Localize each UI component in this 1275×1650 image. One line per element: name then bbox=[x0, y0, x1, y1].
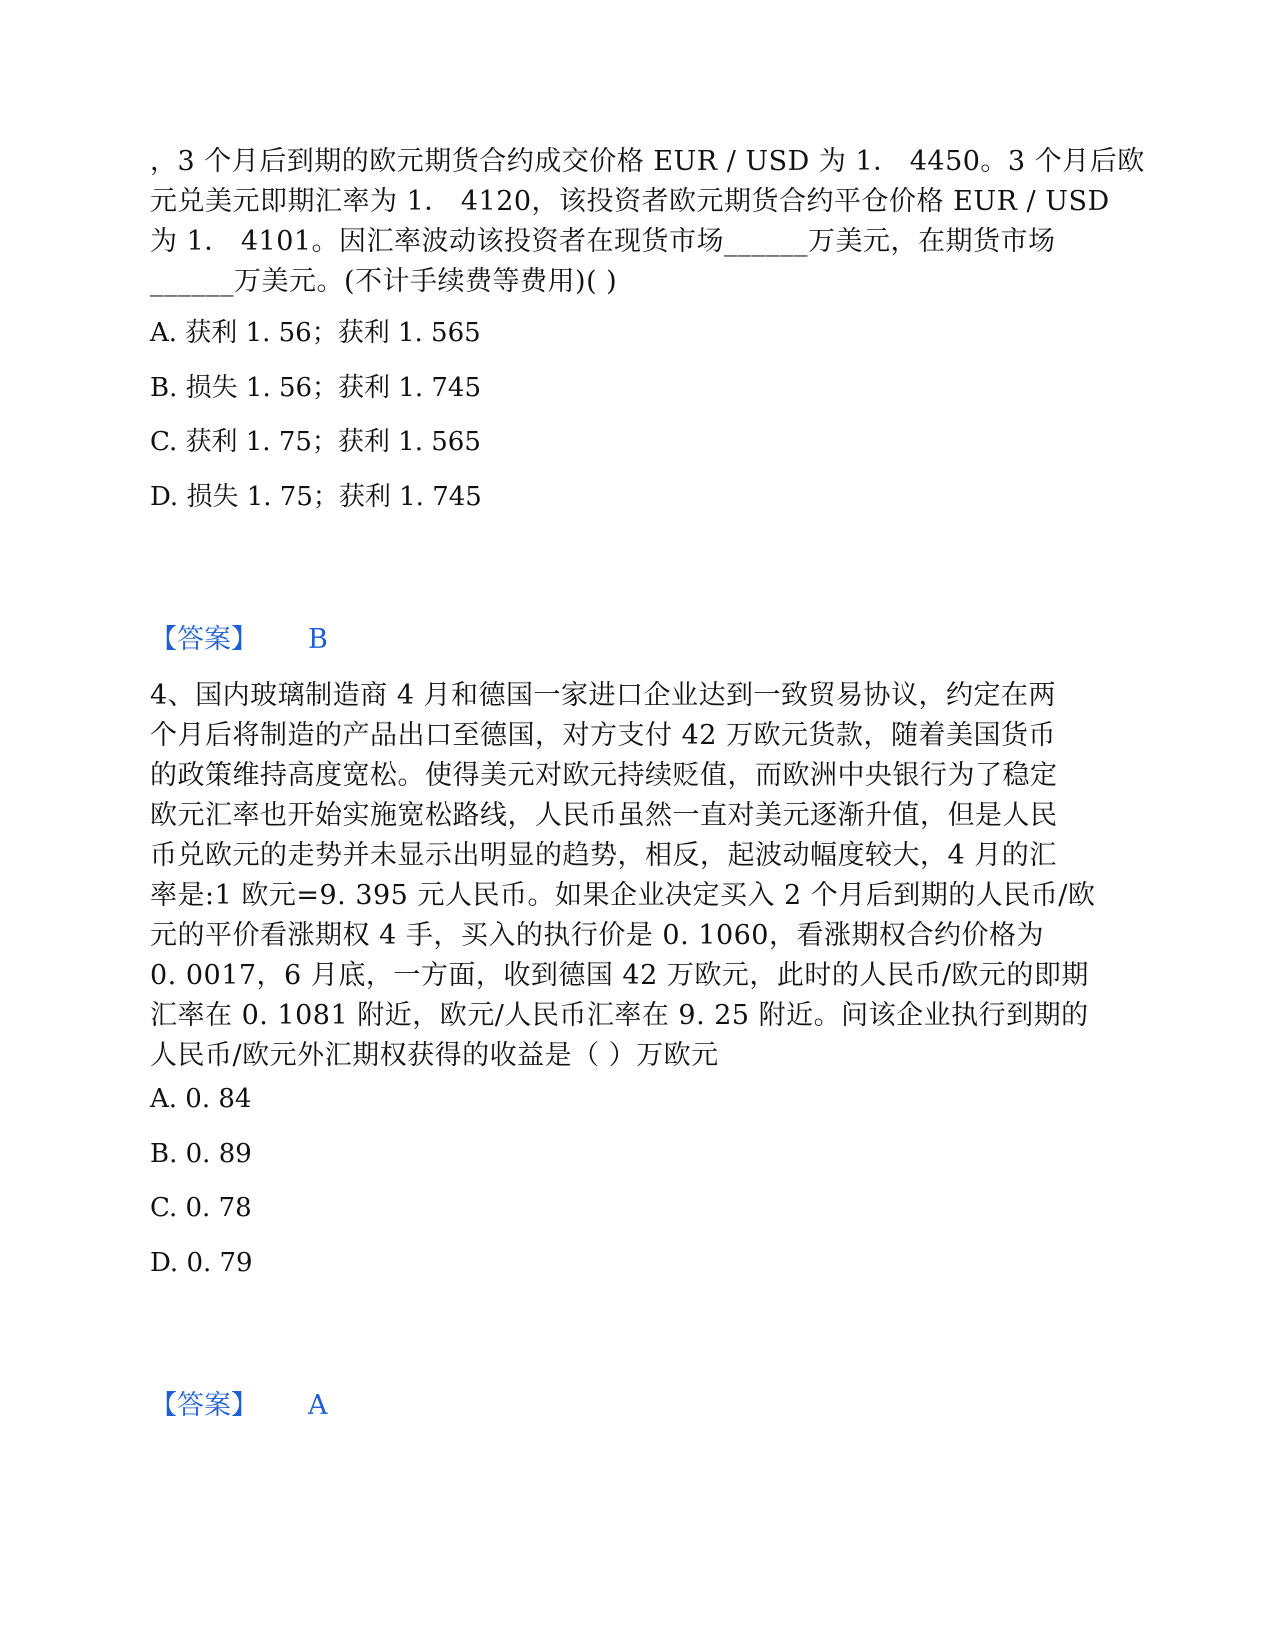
question-4-answer bbox=[150, 1388, 328, 1424]
question-3-line: ，3 个月后到期的欧元期货合约成交价格 EUR / USD 为 1． 4450。3 个月后欧 bbox=[150, 146, 1145, 177]
question-4-line: 元的平价看涨期权 4 手，买入的执行价是 0. 1060，看涨期权合约价格为 bbox=[150, 920, 1044, 951]
answer-tag: 【答案】 bbox=[150, 624, 258, 655]
question-4-option-d: D. 0. 79 bbox=[150, 1248, 253, 1278]
question-3-line: 为 1． 4101。因汇率波动该投资者在现货市场______万美元，在期货市场 bbox=[150, 226, 1056, 257]
question-3-option-b: B. 损失 1. 56；获利 1. 745 bbox=[150, 373, 482, 403]
question-4-line: 率是:1 欧元=9. 395 元人民币。如果企业决定买入 2 个月后到期的人民币/欧 bbox=[150, 880, 1096, 911]
question-3-line: 元兑美元即期汇率为 1． 4120，该投资者欧元期货合约平仓价格 EUR / USD bbox=[150, 186, 1110, 217]
question-4-line: 个月后将制造的产品出口至德国，对方支付 42 万欧元货款，随着美国货币 bbox=[150, 720, 1057, 751]
question-3-option-a: A. 获利 1. 56；获利 1. 565 bbox=[150, 318, 481, 348]
question-4-line: 币兑欧元的走势并未显示出明显的趋势，相反，起波动幅度较大，4 月的汇 bbox=[150, 840, 1057, 871]
answer-tag: 【答案】 bbox=[150, 1390, 258, 1421]
question-4-option-c: C. 0. 78 bbox=[150, 1193, 252, 1223]
question-3-answer bbox=[150, 622, 328, 658]
question-4-line: 汇率在 0. 1081 附近，欧元/人民币汇率在 9. 25 附近。问该企业执行到期的 bbox=[150, 1000, 1089, 1031]
question-3-option-c: C. 获利 1. 75；获利 1. 565 bbox=[150, 427, 481, 457]
question-4-option-a: A. 0. 84 bbox=[150, 1084, 252, 1114]
question-4-line: 4、国内玻璃制造商 4 月和德国一家进口企业达到一致贸易协议，约定在两 bbox=[150, 680, 1057, 711]
question-4-line: 欧元汇率也开始实施宽松路线，人民币虽然一直对美元逐渐升值，但是人民 bbox=[150, 800, 1058, 831]
question-3-line: ______万美元。(不计手续费等费用)( ) bbox=[150, 266, 618, 297]
question-3-stem bbox=[150, 142, 1145, 302]
answer-value: A bbox=[308, 1390, 328, 1421]
question-4-line: 人民币/欧元外汇期权获得的收益是（ ）万欧元 bbox=[150, 1040, 719, 1071]
question-4-option-b: B. 0. 89 bbox=[150, 1139, 252, 1169]
answer-value: B bbox=[308, 624, 328, 655]
question-3-option-d: D. 损失 1. 75；获利 1. 745 bbox=[150, 482, 482, 512]
question-4-line: 的政策维持高度宽松。使得美元对欧元持续贬值，而欧洲中央银行为了稳定 bbox=[150, 760, 1058, 791]
question-4-stem bbox=[150, 676, 1110, 1076]
question-4-line: 0. 0017，6 月底，一方面，收到德国 42 万欧元，此时的人民币/欧元的即期 bbox=[150, 960, 1089, 991]
